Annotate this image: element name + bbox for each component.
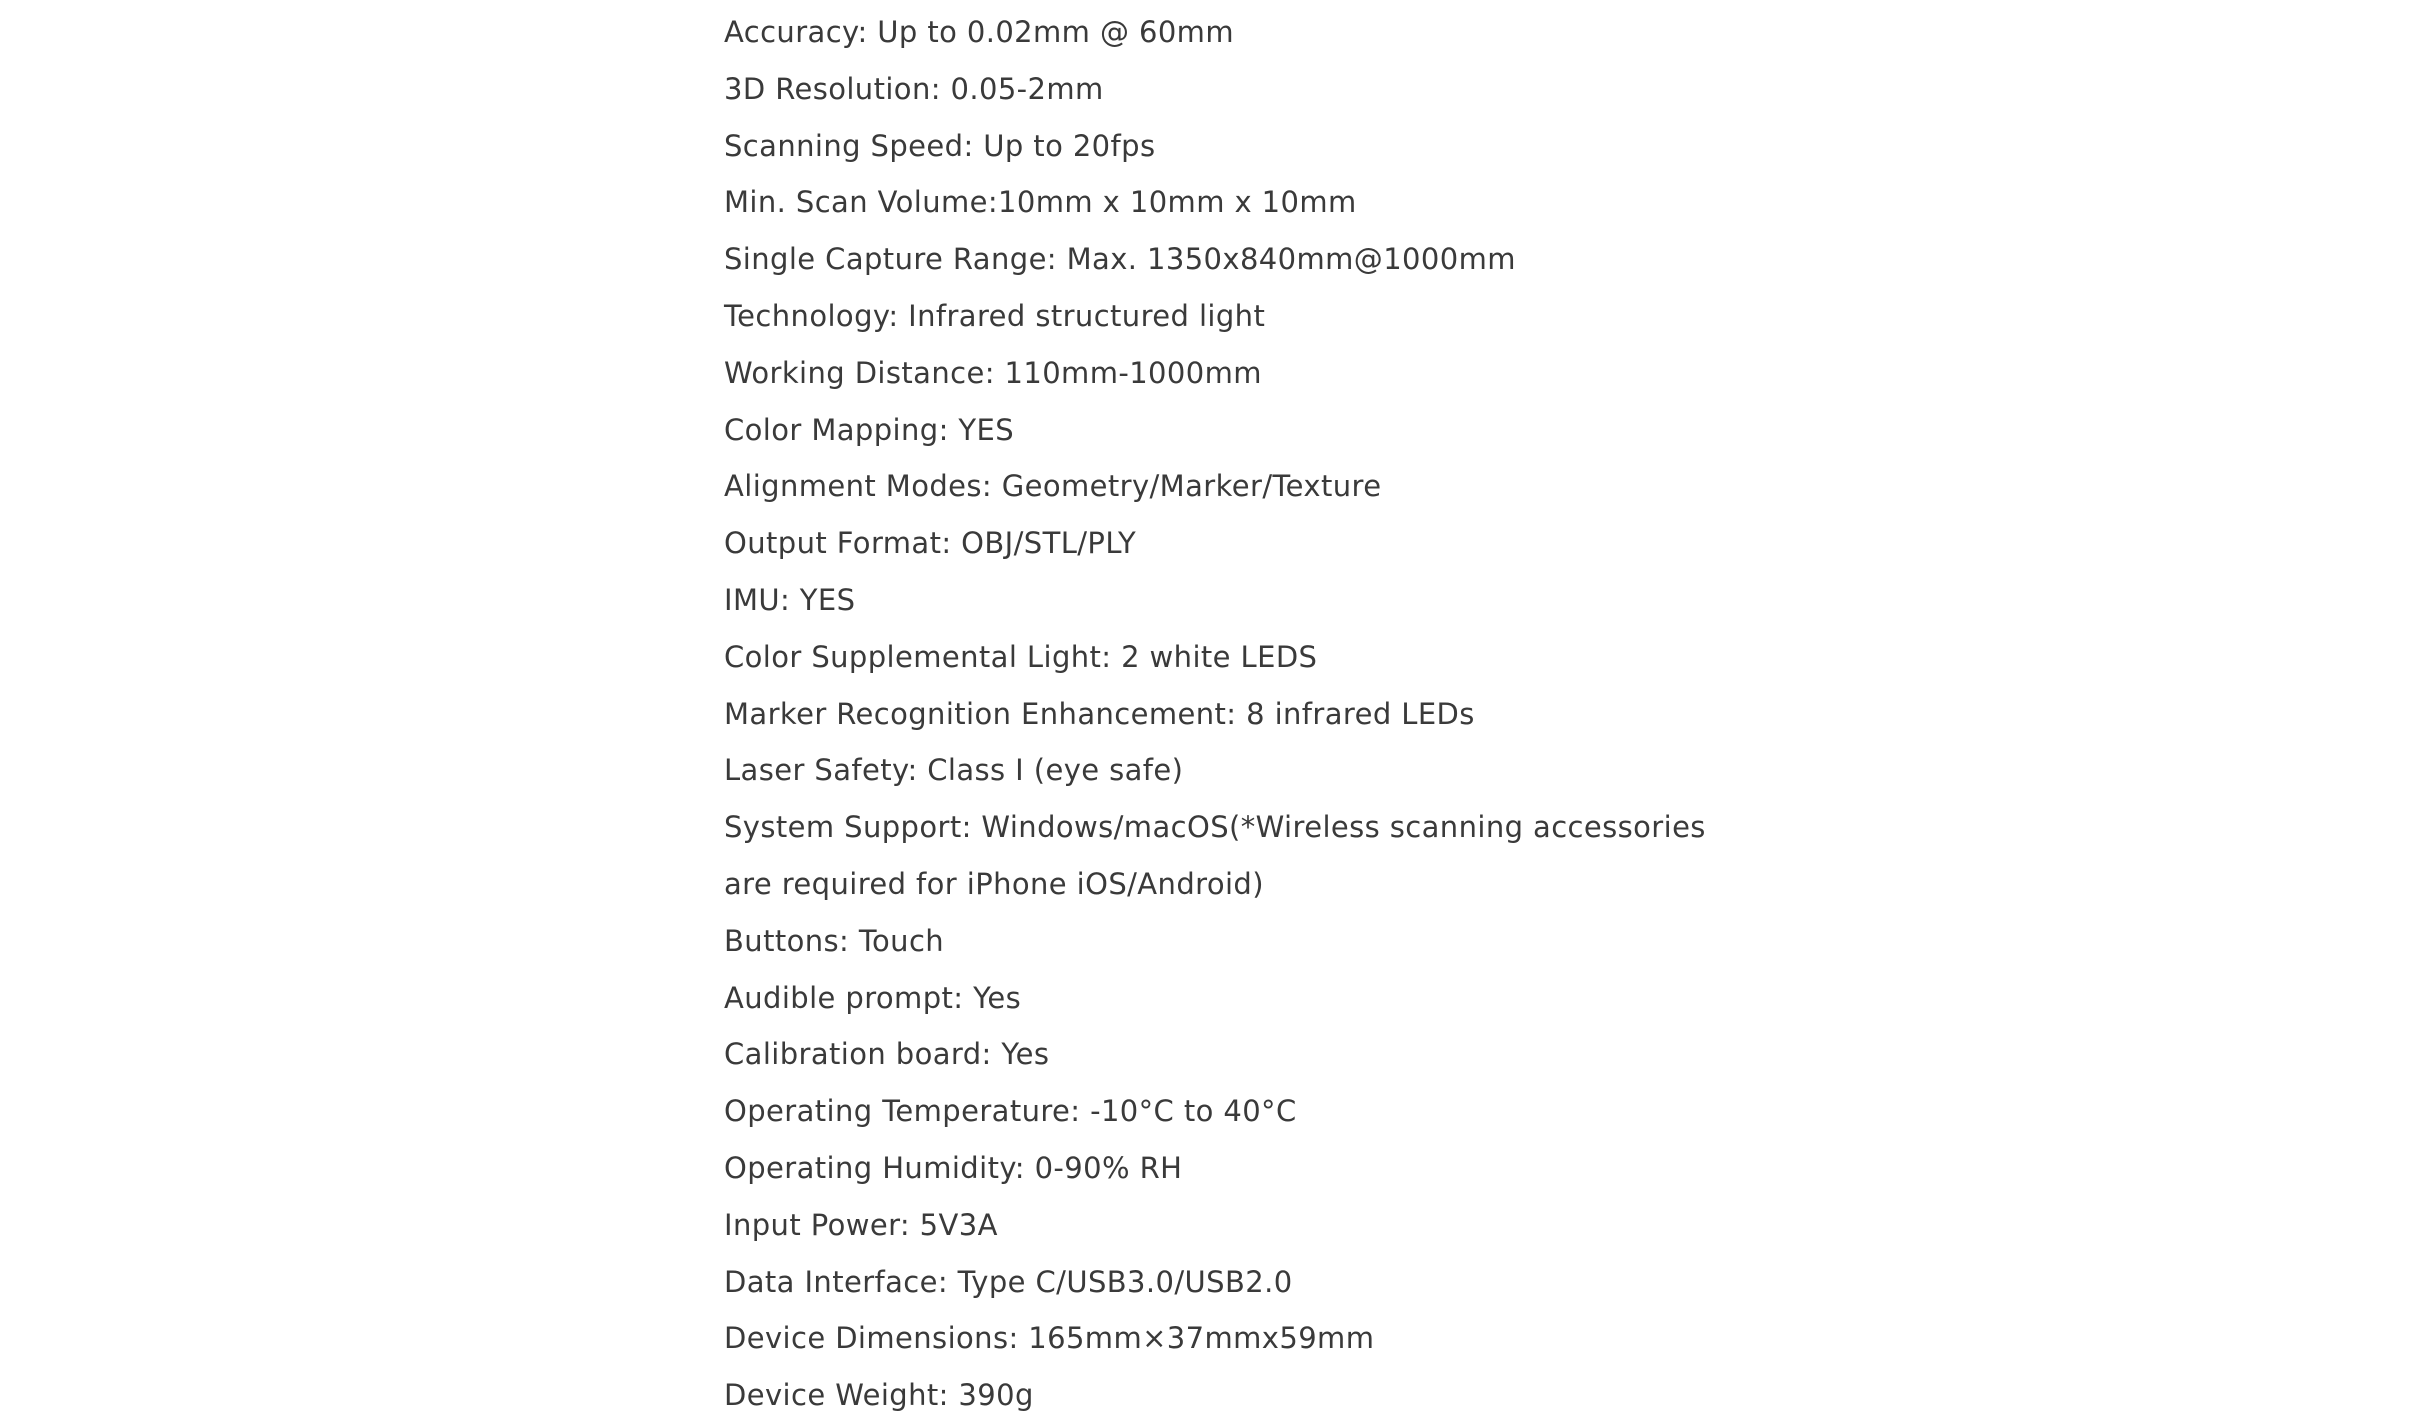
spec-device-weight: Device Weight: 390g bbox=[724, 1378, 1034, 1412]
spec-buttons: Buttons: Touch bbox=[724, 923, 945, 958]
spec-system-support: System Support: Windows/macOS(*Wireless scanning accessories bbox=[724, 810, 1706, 845]
spec-device-dimensions: Device Dimensions: 165mm×37mmx59mm bbox=[724, 1321, 1375, 1356]
spec-operating-humidity: Operating Humidity: 0-90% RH bbox=[724, 1150, 1183, 1185]
spec-calibration-board: Calibration board: Yes bbox=[724, 1037, 1050, 1072]
spec-3d-resolution: 3D Resolution: 0.05-2mm bbox=[724, 71, 1104, 106]
spec-output-format: Output Format: OBJ/STL/PLY bbox=[724, 526, 1137, 561]
spec-data-interface: Data Interface: Type C/USB3.0/USB2.0 bbox=[724, 1264, 1293, 1299]
spec-min-scan-volume: Min. Scan Volume:10mm x 10mm x 10mm bbox=[724, 185, 1357, 220]
spec-technology: Technology: Infrared structured light bbox=[724, 298, 1266, 333]
spec-scanning-speed: Scanning Speed: Up to 20fps bbox=[724, 128, 1156, 163]
spec-laser-safety: Laser Safety: Class I (eye safe) bbox=[724, 753, 1184, 788]
spec-working-distance: Working Distance: 110mm-1000mm bbox=[724, 355, 1262, 390]
spec-single-capture-range: Single Capture Range: Max. 1350x840mm@1000mm bbox=[724, 242, 1516, 277]
spec-accuracy: Accuracy: Up to 0.02mm @ 60mm bbox=[724, 15, 1234, 49]
spec-input-power: Input Power: 5V3A bbox=[724, 1207, 998, 1242]
spec-list bbox=[724, 4, 1724, 1412]
spec-color-supplemental-light: Color Supplemental Light: 2 white LEDS bbox=[724, 639, 1318, 674]
spec-system-support-continued: are required for iPhone iOS/Android) bbox=[724, 866, 1264, 901]
spec-operating-temperature: Operating Temperature: -10°C to 40°C bbox=[724, 1094, 1297, 1129]
spec-marker-recognition: Marker Recognition Enhancement: 8 infrared LEDs bbox=[724, 696, 1475, 731]
spec-color-mapping: Color Mapping: YES bbox=[724, 412, 1015, 447]
spec-alignment-modes: Alignment Modes: Geometry/Marker/Texture bbox=[724, 469, 1382, 504]
spec-imu: IMU: YES bbox=[724, 582, 856, 617]
spec-audible-prompt: Audible prompt: Yes bbox=[724, 980, 1022, 1015]
